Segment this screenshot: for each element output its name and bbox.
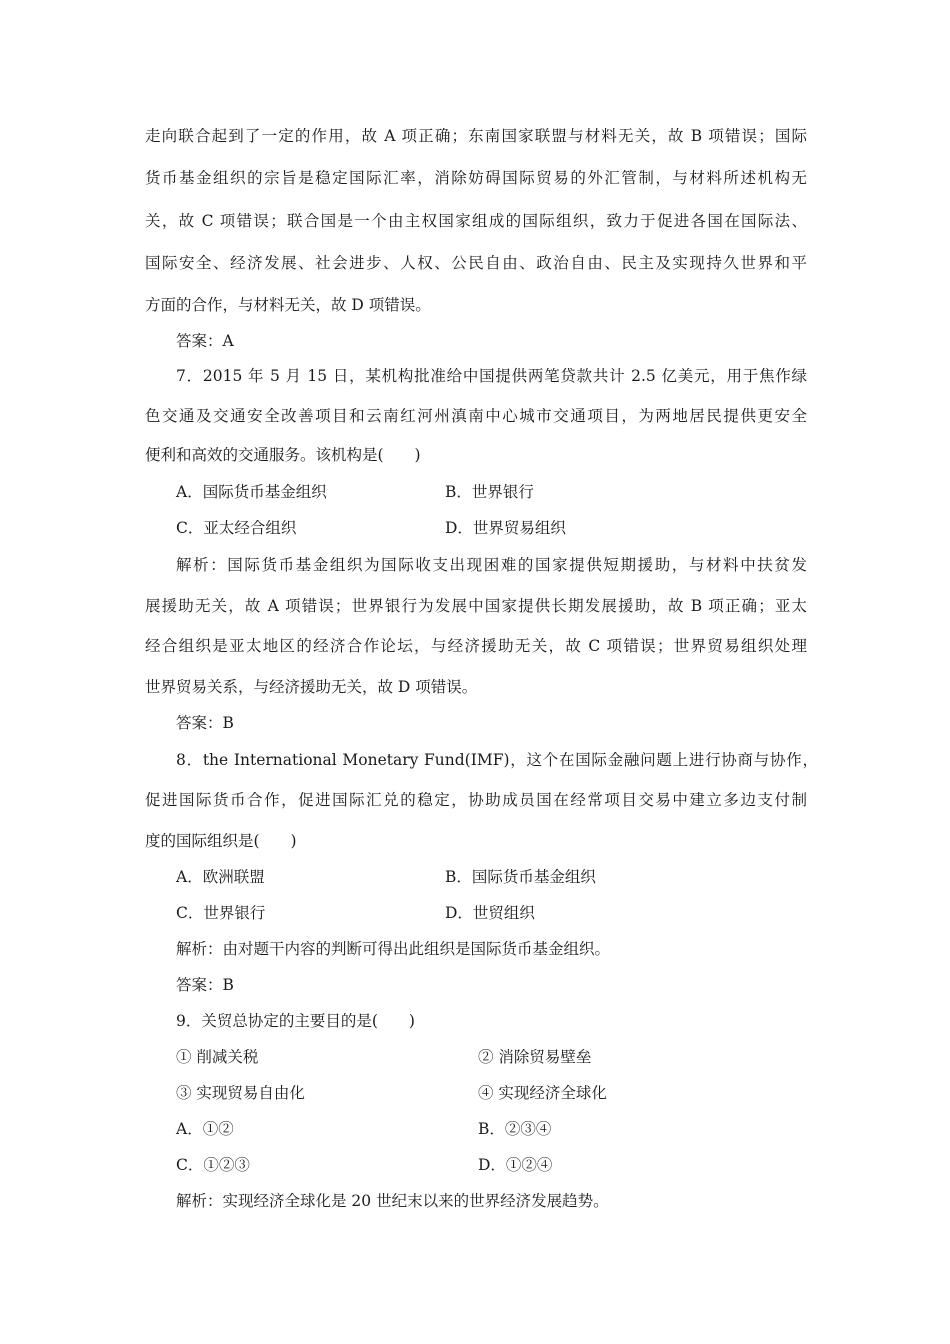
q9-option-b: B．②③④	[478, 1120, 552, 1138]
q7-explanation-line-2: 展援助无关，故 A 项错误；世界银行为发展中国家提供长期发展援助，故 B 项正确；亚太	[145, 597, 807, 615]
q6-explanation-line-5: 方面的合作，与材料无关，故 D 项错误。	[145, 296, 431, 314]
q9-item-2: ② 消除贸易壁垒	[478, 1048, 592, 1066]
q7-stem-line-2: 色交通及交通安全改善项目和云南红河州滇南中心城市交通项目，为两地居民提供更安全	[145, 407, 807, 425]
q6-answer: 答案：A	[176, 332, 234, 350]
q7-answer: 答案：B	[176, 714, 234, 732]
q6-explanation-line-2: 货币基金组织的宗旨是稳定国际汇率，消除妨碍国际贸易的外汇管制，与材料所述机构无	[145, 169, 807, 187]
q9-option-d: D．①②④	[478, 1156, 553, 1174]
q9-item-4: ④ 实现经济全球化	[478, 1084, 607, 1102]
q9-option-a: A．①②	[176, 1120, 234, 1138]
q8-option-b: B．国际货币基金组织	[445, 868, 596, 886]
q9-item-1: ① 削减关税	[176, 1048, 259, 1066]
q8-option-a: A．欧洲联盟	[176, 868, 265, 886]
q7-option-d: D．世界贸易组织	[445, 519, 566, 537]
q8-stem-line-2: 促进国际货币合作，促进国际汇兑的稳定，协助成员国在经常项目交易中建立多边支付制	[145, 791, 807, 809]
q7-option-c: C．亚太经合组织	[176, 519, 297, 537]
q6-explanation-line-1: 走向联合起到了一定的作用，故 A 项正确；东南国家联盟与材料无关，故 B 项错误；国际	[145, 127, 807, 145]
q8-answer: 答案：B	[176, 976, 234, 994]
q7-explanation-line-1: 解析：国际货币基金组织为国际收支出现困难的国家提供短期援助，与材料中扶贫发	[176, 556, 807, 574]
q9-item-3: ③ 实现贸易自由化	[176, 1084, 305, 1102]
q8-option-d: D．世贸组织	[445, 904, 535, 922]
q7-explanation-line-4: 世界贸易关系，与经济援助无关，故 D 项错误。	[145, 678, 478, 696]
q8-explanation: 解析：由对题干内容的判断可得出此组织是国际货币基金组织。	[176, 940, 611, 958]
q9-stem: 9．关贸总协定的主要目的是( )	[176, 1012, 415, 1030]
q9-explanation: 解析：实现经济全球化是 20 世纪末以来的世界经济发展趋势。	[176, 1192, 609, 1210]
q6-explanation-line-3: 关，故 C 项错误；联合国是一个由主权国家组成的国际组织，致力于促进各国在国际法、	[145, 212, 807, 230]
q9-option-c: C．①②③	[176, 1156, 250, 1174]
q6-explanation-line-4: 国际安全、经济发展、社会进步、人权、公民自由、政治自由、民主及实现持久世界和平	[145, 254, 807, 272]
q7-option-a: A．国际货币基金组织	[176, 483, 327, 501]
q7-stem-line-3: 便利和高效的交通服务。该机构是( )	[145, 446, 421, 464]
q8-option-c: C．世界银行	[176, 904, 266, 922]
q8-stem-line-1: 8．the International Monetary Fund(IMF)，这个在国际金融问题上进行协商与协作，	[176, 751, 818, 769]
q7-option-b: B．世界银行	[445, 483, 534, 501]
q7-stem-line-1: 7．2015 年 5 月 15 日，某机构批准给中国提供两笔贷款共计 2.5 亿美元，用于焦作绿	[176, 367, 807, 385]
q8-stem-line-3: 度的国际组织是( )	[145, 832, 297, 850]
q7-explanation-line-3: 经合组织是亚太地区的经济合作论坛，与经济援助无关，故 C 项错误；世界贸易组织处理	[145, 637, 807, 655]
